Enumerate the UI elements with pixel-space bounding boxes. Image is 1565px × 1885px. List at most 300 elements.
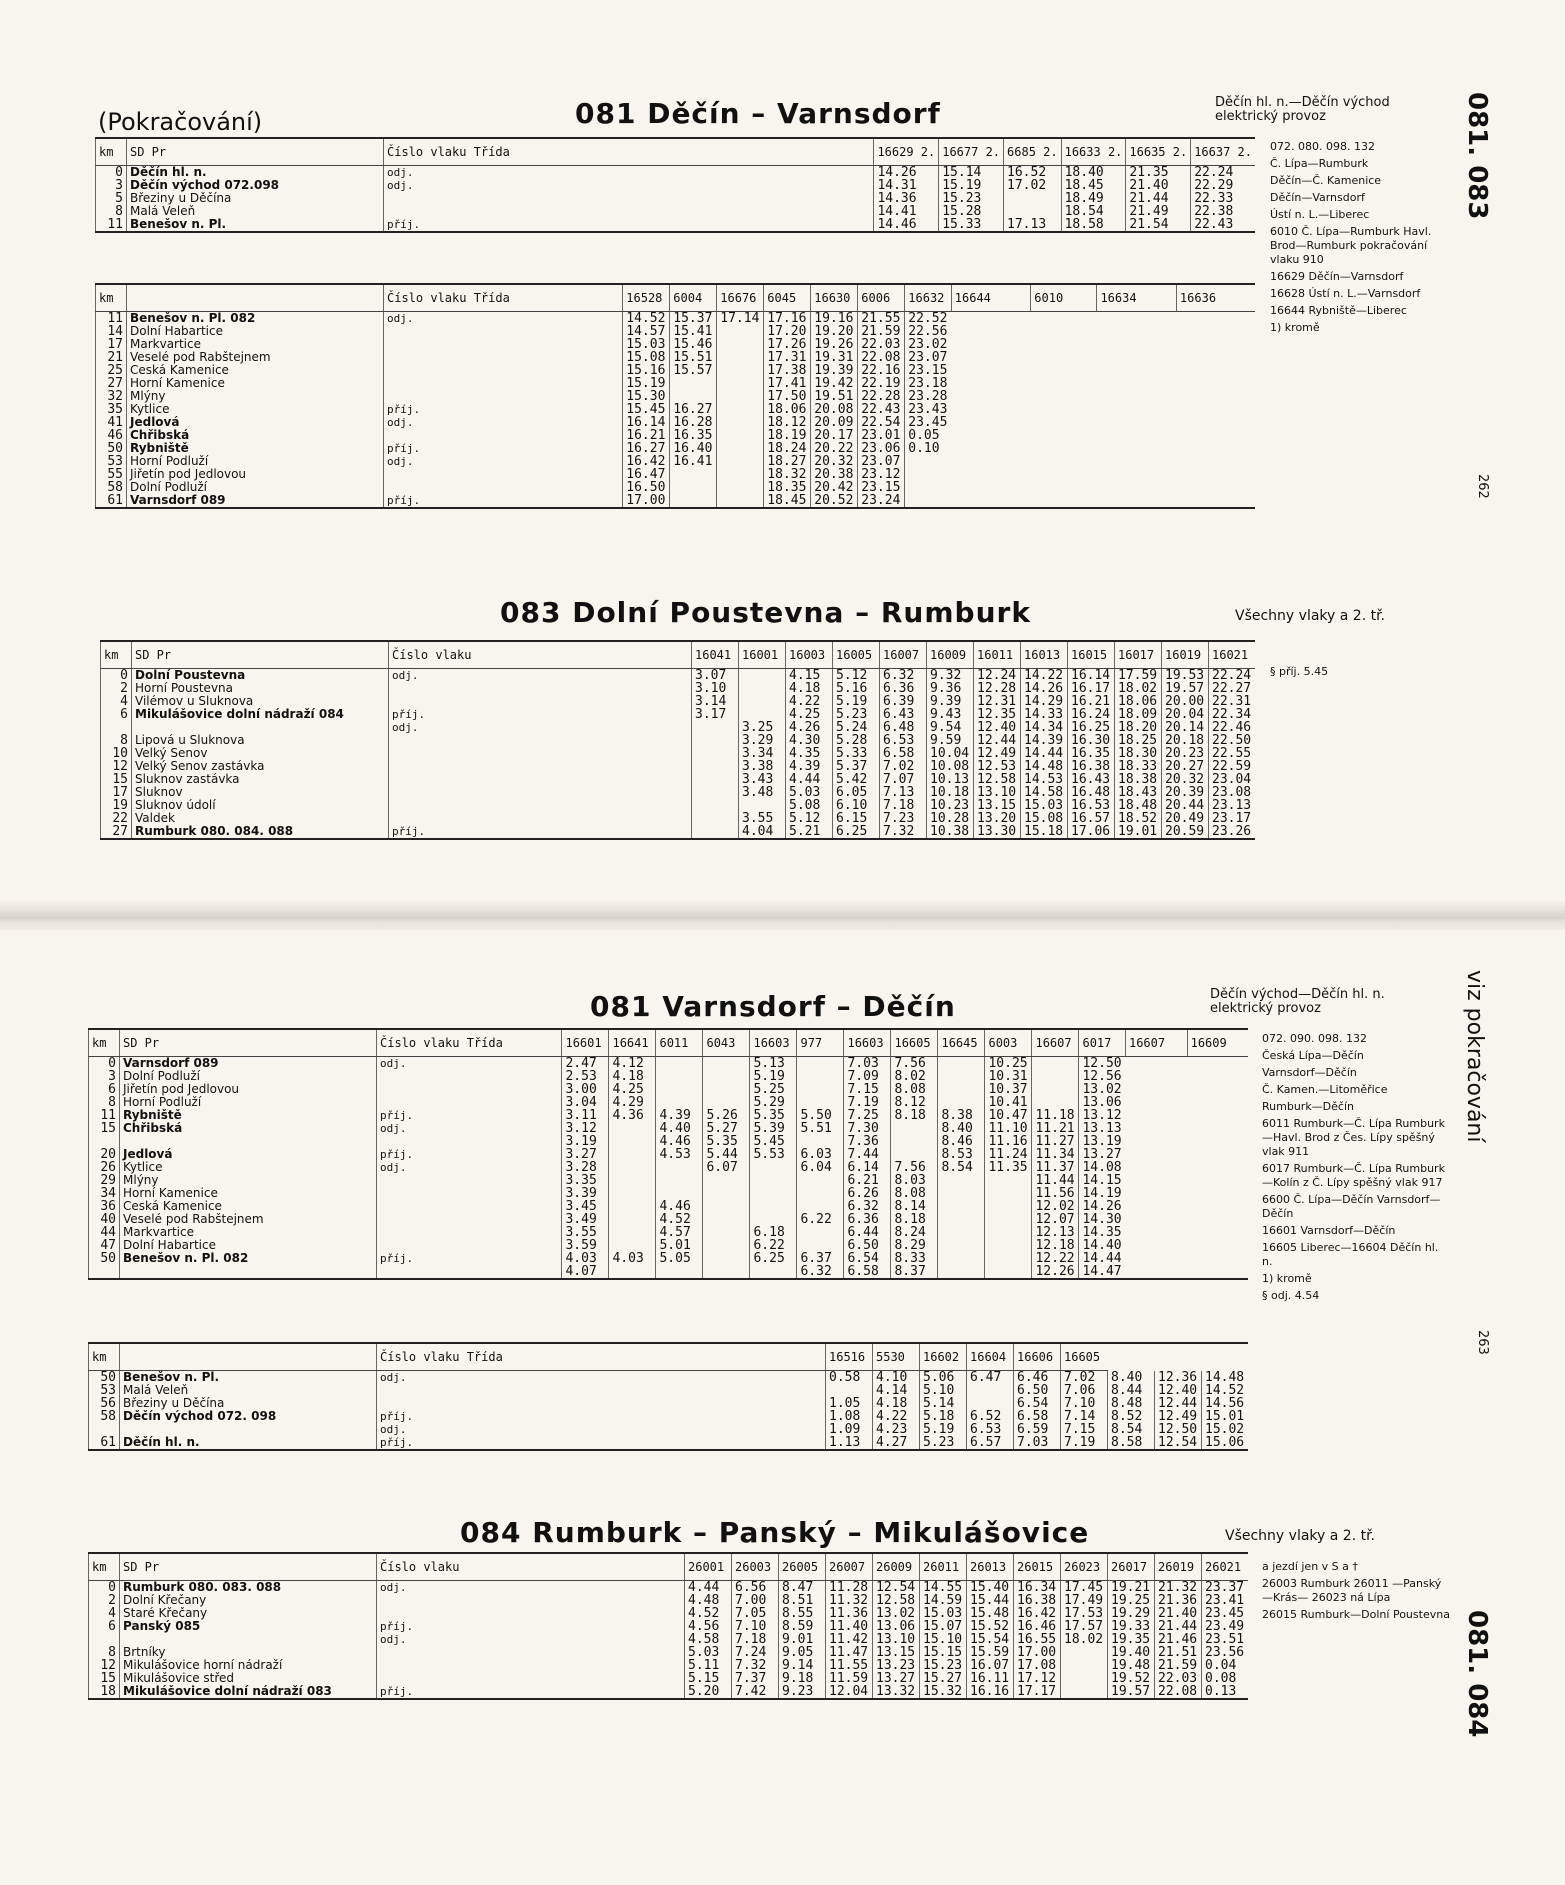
time-cell: 14.53 [1021,773,1068,786]
time-cell: 6.22 [797,1213,844,1226]
column-header [127,284,384,312]
column-header: SD Pr [120,1553,377,1581]
time-cell: 19.39 [811,364,858,377]
time-cell: 16.14 [623,416,670,429]
time-cell: 20.23 [1162,747,1209,760]
column-header: 6010 [1031,284,1097,312]
time-cell: 18.09 [1115,708,1162,721]
time-cell: 9.36 [927,682,974,695]
time-cell: 5.03 [685,1646,732,1659]
time-cell: 16.27 [623,442,670,455]
time-cell: 11.35 [985,1161,1032,1174]
time-cell: 3.14 [692,695,739,708]
time-cell: 15.27 [920,1672,967,1685]
time-cell [656,1070,703,1083]
time-cell [670,494,717,508]
column-header: 16607 [1125,1029,1187,1057]
footnote: 072. 080. 098. 132 [1270,140,1375,153]
time-cell: 13.30 [974,825,1021,839]
time-cell: 14.46 [874,218,939,232]
time-cell: 6.50 [1014,1384,1061,1397]
time-cell: 12.13 [1032,1226,1079,1239]
arr-dep-cell: příj. [377,1685,685,1699]
time-cell [717,351,764,364]
station-cell: Dolní Habartice [127,325,384,338]
time-cell: 5.35 [750,1109,797,1122]
time-cell: 4.25 [786,708,833,721]
time-cell: 14.57 [623,325,670,338]
column-header: 16003 [786,641,833,669]
time-cell: 7.42 [732,1685,779,1699]
column-header: 26001 [685,1553,732,1581]
arr-dep-cell [389,695,692,708]
time-cell: 22.59 [1209,760,1256,773]
time-cell: 7.19 [1061,1436,1108,1450]
table-row [89,1187,1249,1200]
time-cell [938,1239,985,1252]
station-cell: Jedlová [120,1148,377,1161]
time-cell: 15.16 [623,364,670,377]
time-cell: 11.18 [1032,1109,1079,1122]
column-header: 977 [797,1029,844,1057]
column-header: 6017 [1079,1029,1126,1057]
time-cell [1061,1672,1108,1685]
time-cell: 4.58 [685,1633,732,1646]
time-cell: 4.18 [609,1070,656,1083]
time-cell: 9.43 [927,708,974,721]
station-cell: Veselé pod Rabštejnem [127,351,384,364]
time-cell [750,1200,797,1213]
table-081-part2 [95,283,1255,509]
time-cell [692,773,739,786]
time-cell [717,468,764,481]
column-header: km [89,1343,120,1371]
km-cell: 50 [89,1252,120,1265]
time-cell: 12.28 [974,682,1021,695]
time-cell: 11.16 [985,1135,1032,1148]
time-cell [609,1226,656,1239]
km-cell: 5 [96,192,127,205]
time-cell: 19.51 [811,390,858,403]
time-cell: 22.03 [1155,1672,1202,1685]
time-cell [797,1226,844,1239]
footnote: a jezdí jen v S a † [1262,1560,1358,1573]
time-cell: 16.11 [967,1672,1014,1685]
time-cell: 3.27 [562,1148,609,1161]
time-cell: 15.32 [920,1685,967,1699]
time-cell [692,825,739,839]
time-cell: 8.47 [779,1581,826,1595]
time-cell [750,1265,797,1279]
time-cell: 18.24 [764,442,811,455]
arr-dep-cell [389,773,692,786]
station-cell: Horní Poustevna [132,682,389,695]
time-cell: 4.48 [685,1594,732,1607]
time-cell: 15.33 [939,218,1004,232]
time-cell: 20.44 [1162,799,1209,812]
time-cell: 17.26 [764,338,811,351]
time-cell: 10.18 [927,786,974,799]
time-cell: 17.13 [1004,218,1062,232]
page-number-263: 263 [1475,1330,1490,1355]
time-cell: 7.05 [732,1607,779,1620]
km-cell: 6 [89,1083,120,1096]
time-cell: 10.41 [985,1096,1032,1109]
time-cell: 8.40 [1108,1371,1155,1385]
station-cell: Malá Veleň [127,205,384,218]
time-cell: 6.14 [844,1161,891,1174]
time-cell: 12.31 [974,695,1021,708]
time-cell: 3.25 [739,721,786,734]
table-row [89,1607,1249,1620]
table-header-row [89,1343,1249,1371]
time-cell: 17.20 [764,325,811,338]
time-cell [938,1200,985,1213]
table-row [89,1174,1249,1187]
km-cell: 18 [89,1685,120,1699]
arr-dep-cell [389,747,692,760]
time-cell: 22.19 [858,377,905,390]
time-cell: 23.45 [1202,1607,1249,1620]
column-header [120,1343,377,1371]
time-cell: 10.23 [927,799,974,812]
time-cell: 0.13 [1202,1685,1249,1699]
time-cell: 8.08 [891,1083,938,1096]
time-cell: 8.44 [1108,1384,1155,1397]
table-row [89,1581,1249,1595]
arr-dep-cell [377,1659,685,1672]
time-cell: 5.12 [786,812,833,825]
time-cell [1061,1659,1108,1672]
station-cell: Mikulášovice dolní nádraží 083 [120,1685,377,1699]
time-cell: 19.53 [1162,669,1209,683]
time-cell: 7.10 [1061,1397,1108,1410]
time-cell: 5.53 [750,1148,797,1161]
time-cell: 13.23 [873,1659,920,1672]
table-header-row [96,284,1256,312]
km-cell: 15 [101,773,132,786]
time-cell: 12.50 [1155,1423,1202,1436]
time-cell: 10.25 [985,1057,1032,1071]
time-cell: 23.02 [905,338,952,351]
time-cell: 15.40 [967,1581,1014,1595]
time-cell: 22.52 [905,312,952,326]
column-header: 16632 [905,284,952,312]
station-cell: Chřibská [127,429,384,442]
footnote: Děčín—Varnsdorf [1270,191,1365,204]
column-header: 16603 [750,1029,797,1057]
time-cell: 16.17 [1068,682,1115,695]
time-cell [938,1057,985,1071]
arr-dep-cell [377,1213,562,1226]
time-cell: 11.21 [1032,1122,1079,1135]
time-cell: 9.54 [927,721,974,734]
time-cell: 5.51 [797,1122,844,1135]
time-cell: 11.44 [1032,1174,1079,1187]
table-row [96,325,1256,338]
time-cell [703,1213,750,1226]
time-cell: 17.45 [1061,1581,1108,1595]
column-header: 16630 [811,284,858,312]
table-row [89,1213,1249,1226]
km-cell: 11 [89,1109,120,1122]
time-cell: 5.29 [750,1096,797,1109]
station-cell: Chřibská [120,1122,377,1135]
time-cell [656,1174,703,1187]
time-cell: 17.31 [764,351,811,364]
time-cell: 7.03 [1014,1436,1061,1450]
station-cell: Dolní Podluží [127,481,384,494]
station-cell: Benešov n. Pl. [127,218,384,232]
station-cell: Dolní Habartice [120,1239,377,1252]
column-header: 16001 [739,641,786,669]
time-cell: 14.39 [1021,734,1068,747]
time-cell: 4.52 [656,1213,703,1226]
arr-dep-cell [377,1096,562,1109]
table-row [89,1239,1249,1252]
time-cell: 16.07 [967,1659,1014,1672]
column-header: 16601 [562,1029,609,1057]
time-cell: 23.18 [905,377,952,390]
column-header: 16676 [717,284,764,312]
station-cell: Benešov n. Pl. 082 [120,1252,377,1265]
time-cell: 15.46 [670,338,717,351]
time-cell: 22.50 [1209,734,1256,747]
time-cell: 1.13 [826,1436,873,1450]
time-cell [670,377,717,390]
km-cell: 12 [89,1659,120,1672]
km-cell: 2 [101,682,132,695]
time-cell: 8.18 [891,1109,938,1122]
time-cell: 5.05 [656,1252,703,1265]
time-cell: 7.37 [732,1672,779,1685]
time-cell: 22.08 [1155,1685,1202,1699]
time-cell [703,1187,750,1200]
arr-dep-cell [389,682,692,695]
time-cell: 14.58 [1021,786,1068,799]
time-cell [938,1174,985,1187]
side-label-081-084: 081. 084 [1462,1610,1492,1738]
time-cell: 7.24 [732,1646,779,1659]
time-cell: 12.04 [826,1685,873,1699]
time-cell: 14.26 [1079,1200,1126,1213]
station-cell: Horní Kamenice [127,377,384,390]
time-cell: 23.17 [1209,812,1256,825]
time-cell: 18.19 [764,429,811,442]
time-cell: 15.06 [1202,1436,1249,1450]
time-cell: 14.35 [1079,1226,1126,1239]
arr-dep-cell [384,192,874,205]
time-cell [717,364,764,377]
footnote: 6600 Č. Lípa—Děčín Varnsdorf—Děčín [1262,1193,1441,1220]
table-row [89,1659,1249,1672]
time-cell: 6.53 [880,734,927,747]
time-cell [692,786,739,799]
time-cell [717,429,764,442]
time-cell: 14.36 [874,192,939,205]
arr-dep-cell: odj. [384,455,623,468]
time-cell: 0.58 [826,1371,873,1385]
column-header: 26013 [967,1553,1014,1581]
table-row [96,179,1256,192]
time-cell: 3.48 [739,786,786,799]
time-cell: 5.21 [786,825,833,839]
arr-dep-cell: odj. [384,166,874,180]
time-cell: 17.12 [1014,1672,1061,1685]
column-header: SD Pr [132,641,389,669]
column-header: 16607 [1032,1029,1079,1057]
arr-dep-cell [377,1187,562,1200]
time-cell: 15.08 [623,351,670,364]
column-header: 16005 [833,641,880,669]
time-cell [1061,1646,1108,1659]
time-cell: 8.54 [938,1161,985,1174]
station-cell: Brtníky [120,1646,377,1659]
time-cell: 18.02 [1061,1633,1108,1646]
time-cell: 17.49 [1061,1594,1108,1607]
time-cell: 15.59 [967,1646,1014,1659]
arr-dep-cell [377,1226,562,1239]
time-cell: 12.22 [1032,1252,1079,1265]
column-header: 16528 [623,284,670,312]
arr-dep-cell: příj. [377,1436,826,1450]
time-cell: 8.58 [1108,1436,1155,1450]
time-cell [967,1397,1014,1410]
time-cell: 20.32 [811,455,858,468]
table-081-return-part1 [88,1028,1248,1280]
km-cell: 46 [96,429,127,442]
time-cell: 22.16 [858,364,905,377]
time-cell: 8.14 [891,1200,938,1213]
column-header: Číslo vlaku Třída [384,138,874,166]
table-row [101,812,1256,825]
column-header: SD Pr [127,138,384,166]
time-cell: 17.14 [717,312,764,326]
time-cell: 10.31 [985,1070,1032,1083]
time-cell: 14.44 [1021,747,1068,760]
time-cell: 16.21 [1068,695,1115,708]
km-cell: 6 [89,1620,120,1633]
time-cell: 15.37 [670,312,717,326]
time-cell: 1.09 [826,1423,873,1436]
time-cell: 14.52 [1202,1384,1249,1397]
time-cell: 21.40 [1126,179,1191,192]
station-cell: Mikulášovice horní nádraží [120,1659,377,1672]
time-cell [717,325,764,338]
time-cell [797,1187,844,1200]
time-cell: 5.10 [920,1384,967,1397]
time-cell: 13.13 [1079,1122,1126,1135]
station-cell: Dolní Podluží [120,1070,377,1083]
table-row [96,481,1256,494]
time-cell: 6.54 [844,1252,891,1265]
time-cell: 14.26 [1021,682,1068,695]
station-cell: Rumburk 080. 083. 088 [120,1581,377,1595]
time-cell: 18.32 [764,468,811,481]
time-cell: 12.18 [1032,1239,1079,1252]
time-cell: 3.19 [562,1135,609,1148]
time-cell [609,1265,656,1279]
station-cell: Varnsdorf 089 [120,1057,377,1071]
time-cell [609,1213,656,1226]
arr-dep-cell: odj. [377,1581,685,1595]
time-cell [1004,205,1062,218]
time-cell: 19.48 [1108,1659,1155,1672]
time-cell: 5.39 [750,1122,797,1135]
time-cell: 18.33 [1115,760,1162,773]
column-header: Číslo vlaku [389,641,692,669]
time-cell: 12.44 [974,734,1021,747]
time-cell: 20.42 [811,481,858,494]
time-cell: 21.44 [1126,192,1191,205]
arr-dep-cell [377,1070,562,1083]
arr-dep-cell [389,812,692,825]
time-cell: 7.13 [880,786,927,799]
time-cell [985,1252,1032,1265]
time-cell: 11.55 [826,1659,873,1672]
column-header: 16606 [1014,1343,1061,1371]
time-cell: 13.06 [873,1620,920,1633]
time-cell: 23.45 [905,416,952,429]
subtitle-083: Všechny vlaky a 2. tř. [1235,608,1386,624]
time-cell: 6.21 [844,1174,891,1187]
time-cell: 18.52 [1115,812,1162,825]
time-cell [985,1226,1032,1239]
station-cell: Lipová u Šluknova [132,734,389,747]
time-cell: 5.33 [833,747,880,760]
time-cell: 21.44 [1155,1620,1202,1633]
time-cell: 22.43 [1191,218,1255,232]
time-cell: 21.35 [1126,166,1191,180]
time-cell: 7.15 [844,1083,891,1096]
table-row [96,364,1256,377]
time-cell: 7.03 [844,1057,891,1071]
station-cell: Horní Podluží [120,1096,377,1109]
column-header: km [89,1029,120,1057]
time-cell: 8.03 [891,1174,938,1187]
time-cell: 3.39 [562,1187,609,1200]
footnote: 16601 Varnsdorf—Děčín [1262,1224,1396,1237]
time-cell: 4.30 [786,734,833,747]
time-cell: 12.53 [974,760,1021,773]
time-cell: 6.44 [844,1226,891,1239]
time-cell: 15.08 [1021,812,1068,825]
station-cell: Rybniště [127,442,384,455]
time-cell: 17.59 [1115,669,1162,683]
time-cell: 3.17 [692,708,739,721]
time-cell: 6.04 [797,1161,844,1174]
table-row [89,1161,1249,1174]
table-row [101,734,1256,747]
column-header: 16603 [844,1029,891,1057]
time-cell: 8.37 [891,1265,938,1279]
time-cell: 18.58 [1061,218,1126,232]
table-row [89,1057,1249,1071]
time-cell: 5.19 [920,1423,967,1436]
notes-081-return [1262,1032,1452,1306]
time-cell: 20.04 [1162,708,1209,721]
column-header: 16009 [927,641,974,669]
time-cell [905,455,952,468]
time-cell: 19.40 [1108,1646,1155,1659]
time-cell: 8.52 [1108,1410,1155,1423]
time-cell: 6.50 [844,1239,891,1252]
time-cell: 20.22 [811,442,858,455]
column-header: 26005 [779,1553,826,1581]
station-cell: Velký Šenov [132,747,389,760]
time-cell: 3.49 [562,1213,609,1226]
time-cell: 22.03 [858,338,905,351]
